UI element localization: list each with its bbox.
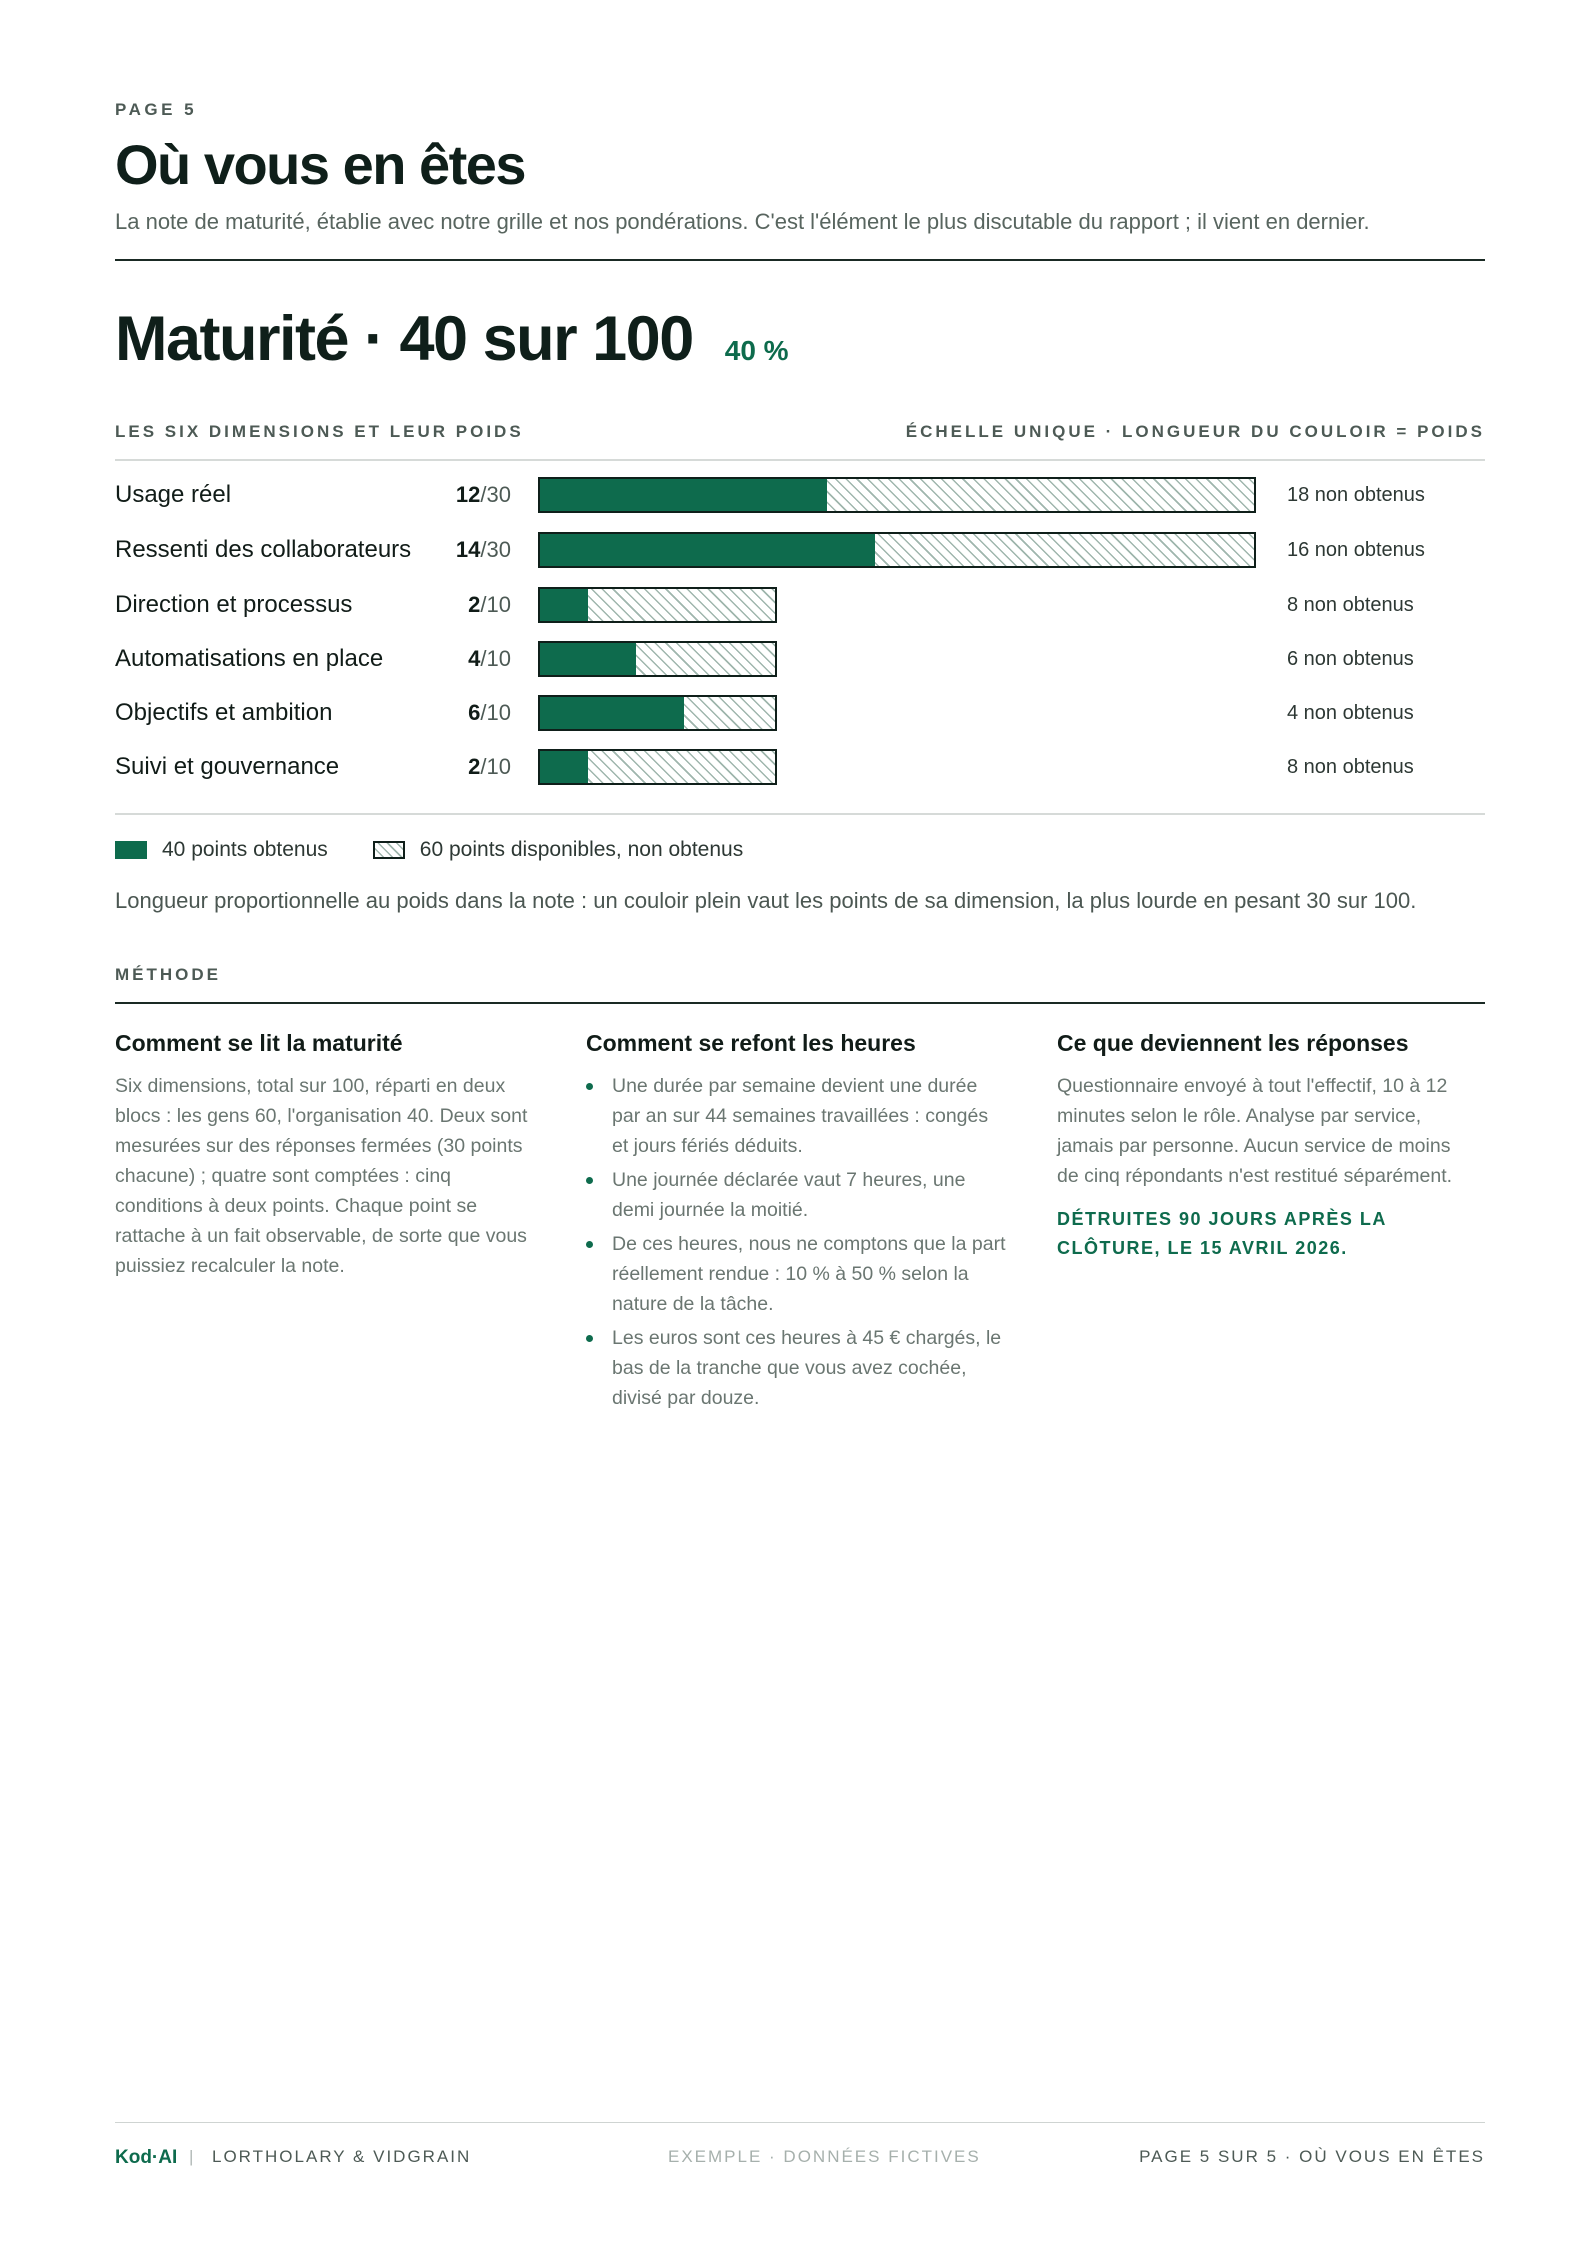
- dimension-bar-obtained: [540, 643, 636, 675]
- dimension-bar-obtained: [540, 479, 827, 511]
- dimension-score-max: /30: [480, 537, 511, 562]
- dimension-missing-points: 16 non obtenus: [1287, 539, 1425, 561]
- data-retention-notice: DÉTRUITES 90 JOURS APRÈS LA CLÔTURE, LE 15 AVRIL 2026.: [1057, 1209, 1387, 1258]
- dimension-name: Suivi et gouvernance: [115, 753, 340, 780]
- header-divider: [115, 259, 1485, 261]
- chart-note: Longueur proportionnelle au poids dans la note : un couloir plein vaut les points de sa dimension, la plus lourde en pesant 30 sur 100.: [115, 888, 1417, 913]
- dimension-score: [468, 694, 511, 732]
- footer: [115, 2147, 1485, 2171]
- dimension-score-max: /30: [480, 482, 511, 507]
- dimension-missing-points: 8 non obtenus: [1287, 594, 1414, 616]
- sample-data-notice: EXEMPLE · DONNÉES FICTIVES: [668, 2147, 981, 2166]
- dimension-bar-lane: [538, 695, 777, 731]
- dimension-bar-obtained: [540, 534, 875, 566]
- dimension-row: [115, 531, 1485, 569]
- dimension-score: [456, 476, 511, 514]
- dimension-name: Ressenti des collaborateurs: [115, 536, 412, 563]
- footer-separator: |: [189, 2147, 196, 2166]
- dimension-bar-obtained: [540, 589, 588, 621]
- method-label: MÉTHODE: [115, 965, 221, 984]
- method-responses-title: Ce que deviennent les réponses: [1057, 1030, 1409, 1056]
- dimension-missing-points: 6 non obtenus: [1287, 648, 1414, 670]
- dimension-row: [115, 748, 1485, 786]
- dimensions-bottom-divider: [115, 813, 1485, 815]
- dimension-name: Objectifs et ambition: [115, 699, 333, 726]
- dimension-row: [115, 694, 1485, 732]
- dimension-row: [115, 640, 1485, 678]
- dimension-score-max: /10: [480, 700, 511, 725]
- footer-divider: [115, 2122, 1485, 2123]
- dimension-score-max: /10: [480, 754, 511, 779]
- dimension-score: [468, 748, 511, 786]
- method-maturity-text: Six dimensions, total sur 100, réparti en deux blocs : les gens 60, l'organisation 40. Deux sont mesurées sur des réponses fermées (30 points chacune) ; quatre sont comptées : cinq conditions à deux points. Chaque point se rattache à un fait observable, de sorte que vous puissiez recalculer la note.: [115, 1075, 528, 1277]
- dimension-bar-lane: [538, 532, 1256, 568]
- dimension-bar-obtained: [540, 751, 588, 783]
- maturity-score: [115, 303, 789, 375]
- legend-swatch-not-obtained: [373, 841, 405, 859]
- footer-page-info: PAGE 5 SUR 5 · OÙ VOUS EN ÊTES: [1139, 2147, 1485, 2166]
- dimension-score-obtained: 2: [468, 754, 481, 779]
- dimension-score: [468, 640, 511, 678]
- dimension-missing-points: 8 non obtenus: [1287, 756, 1414, 778]
- client-name: LORTHOLARY & VIDGRAIN: [212, 2147, 472, 2166]
- dimension-bar-lane: [538, 477, 1256, 513]
- list-item: Les euros sont ces heures à 45 € chargés, le bas de la tranche que vous avez cochée, divisé par douze.: [586, 1323, 1006, 1413]
- brand-logo: Kod·AI: [115, 2147, 178, 2168]
- page-label: PAGE 5: [115, 100, 198, 119]
- maturity-score-percent: 40 %: [724, 335, 789, 366]
- list-item: Une durée par semaine devient une durée par an sur 44 semaines travaillées : congés et jours fériés déduits.: [586, 1071, 1006, 1161]
- dimension-bar-lane: [538, 587, 777, 623]
- dimension-score-obtained: 6: [468, 700, 481, 725]
- page-subtitle: La note de maturité, établie avec notre grille et nos pondérations. C'est l'élément le plus discutable du rapport ; il vient en dernier.: [115, 209, 1370, 234]
- dimension-bar-obtained: [540, 697, 684, 729]
- dimension-bar-lane: [538, 749, 777, 785]
- dimension-name: Automatisations en place: [115, 645, 384, 672]
- dimensions-top-divider: [115, 459, 1485, 461]
- dimension-score-max: /10: [480, 646, 511, 671]
- legend-obtained-label: 40 points obtenus: [162, 838, 328, 861]
- method-column-hours: [586, 1030, 1006, 1417]
- method-divider: [115, 1002, 1485, 1004]
- chart-legend: [115, 838, 743, 862]
- dimension-score: [456, 531, 511, 569]
- report-page: [115, 0, 1485, 2246]
- dimension-name: Direction et processus: [115, 591, 353, 618]
- legend-swatch-obtained: [115, 841, 147, 859]
- dimension-missing-points: 18 non obtenus: [1287, 484, 1425, 506]
- dimension-score-obtained: 12: [455, 482, 481, 507]
- method-responses-text: Questionnaire envoyé à tout l'effectif, 10 à 12 minutes selon le rôle. Analyse par service, jamais par personne. Aucun service de moins de cinq répondants n'est restitué séparément.: [1057, 1075, 1453, 1187]
- dimension-score-obtained: 14: [455, 537, 481, 562]
- method-hours-list: [586, 1071, 1006, 1413]
- page-title: Où vous en êtes: [115, 133, 526, 196]
- list-item: De ces heures, nous ne comptons que la part réellement rendue : 10 % à 50 % selon la nature de la tâche.: [586, 1229, 1006, 1319]
- list-item: Une journée déclarée vaut 7 heures, une demi journée la moitié.: [586, 1165, 1006, 1225]
- legend-not-obtained-label: 60 points disponibles, non obtenus: [419, 838, 744, 861]
- dimension-row: [115, 476, 1485, 514]
- scale-label: ÉCHELLE UNIQUE · LONGUEUR DU COULOIR = POIDS: [905, 422, 1485, 441]
- method-hours-title: Comment se refont les heures: [586, 1030, 916, 1056]
- method-column-responses: [1057, 1030, 1477, 1263]
- dimension-bar-lane: [538, 641, 777, 677]
- maturity-score-title: Maturité · 40 sur 100: [115, 304, 693, 374]
- dimension-missing-points: 4 non obtenus: [1287, 702, 1414, 724]
- dimension-score: [468, 586, 511, 624]
- method-column-maturity: [115, 1030, 535, 1281]
- dimension-row: [115, 586, 1485, 624]
- dimension-score-obtained: 4: [468, 646, 481, 671]
- dimensions-label: LES SIX DIMENSIONS ET LEUR POIDS: [115, 422, 524, 441]
- dimension-name: Usage réel: [115, 481, 232, 508]
- method-maturity-title: Comment se lit la maturité: [115, 1030, 403, 1056]
- dimension-score-max: /10: [480, 592, 511, 617]
- dimension-score-obtained: 2: [468, 592, 481, 617]
